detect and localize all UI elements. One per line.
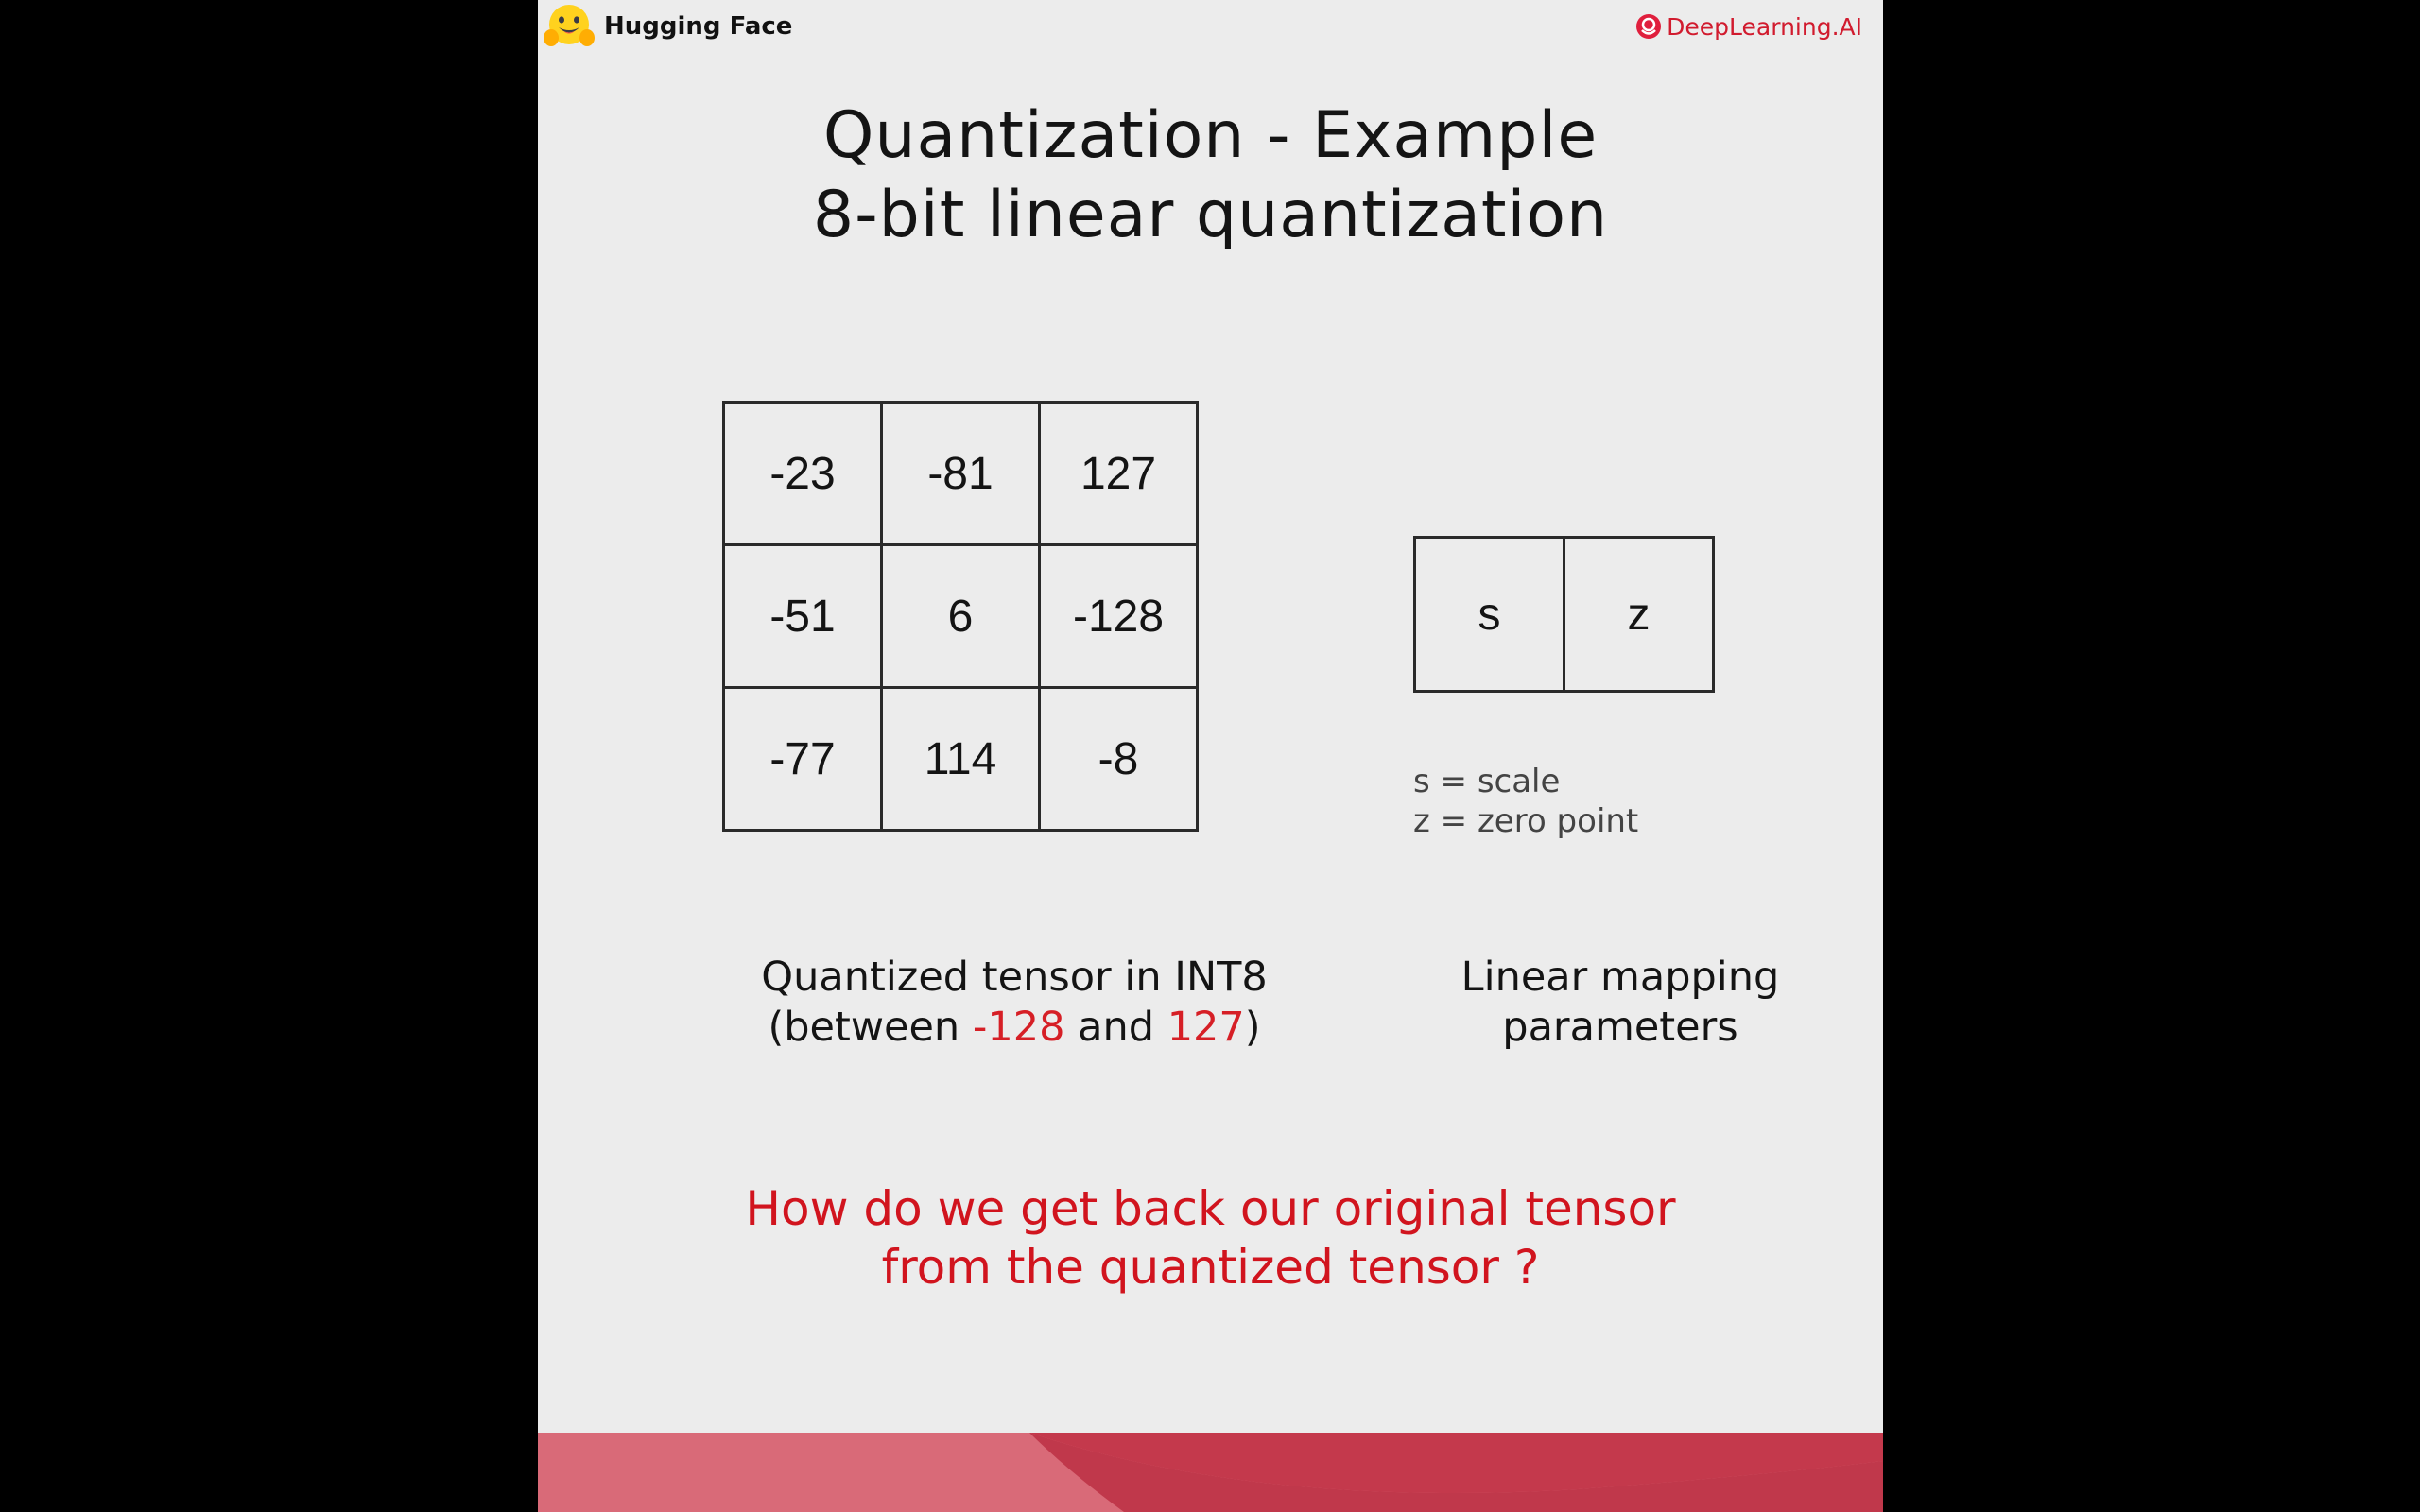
deeplearning-ai-brand (1634, 9, 1862, 43)
mapping-parameters-box (1413, 536, 1715, 693)
hugging-face-brand (544, 2, 792, 51)
hugging-face-logo-icon (544, 2, 595, 51)
deeplearning-ai-label: DeepLearning.AI (1667, 12, 1862, 41)
slide (538, 0, 1883, 1512)
mapping-parameters-caption (1313, 953, 1883, 1053)
matrix-cell: 114 (882, 688, 1040, 831)
slide-subtitle: 8-bit linear quantization (812, 178, 1609, 252)
matrix-row (724, 403, 1198, 545)
matrix-cell: -128 (1040, 545, 1198, 688)
matrix-cell: 6 (882, 545, 1040, 688)
caption-range-mid: and (1064, 1004, 1167, 1051)
matrix-row (724, 545, 1198, 688)
range-max-value: 127 (1167, 1004, 1245, 1051)
caption-range-suffix: ) (1244, 1004, 1261, 1051)
quantized-tensor-matrix (722, 401, 1199, 832)
question-line-1: How do we get back our original tensor (745, 1181, 1676, 1236)
deeplearning-ai-logo-icon (1634, 12, 1663, 41)
quantized-tensor-caption (651, 953, 1377, 1053)
question-line-2: from the quantized tensor ? (881, 1240, 1540, 1295)
caption-line: Linear mapping (1461, 954, 1780, 1001)
zero-point-cell: z (1564, 538, 1714, 692)
range-min-value: -128 (972, 1004, 1065, 1051)
caption-line: parameters (1502, 1004, 1738, 1051)
matrix-cell: -77 (724, 688, 882, 831)
matrix-cell: -8 (1040, 688, 1198, 831)
caption-range-line (651, 1003, 1377, 1053)
matrix-cell: -51 (724, 545, 882, 688)
matrix-cell: 127 (1040, 403, 1198, 545)
scale-legend: s = scale (1413, 763, 1561, 800)
matrix-row (724, 688, 1198, 831)
slide-title: Quantization - Example (822, 98, 1599, 173)
matrix-cell: -23 (724, 403, 882, 545)
zero-point-legend: z = zero point (1413, 802, 1639, 840)
caption-range-prefix: (between (768, 1004, 973, 1051)
matrix-cell: -81 (882, 403, 1040, 545)
scale-cell: s (1415, 538, 1564, 692)
params-row (1415, 538, 1714, 692)
caption-line: Quantized tensor in INT8 (761, 954, 1268, 1001)
footer-wave-decoration (538, 1433, 1883, 1512)
hugging-face-label: Hugging Face (604, 12, 793, 41)
